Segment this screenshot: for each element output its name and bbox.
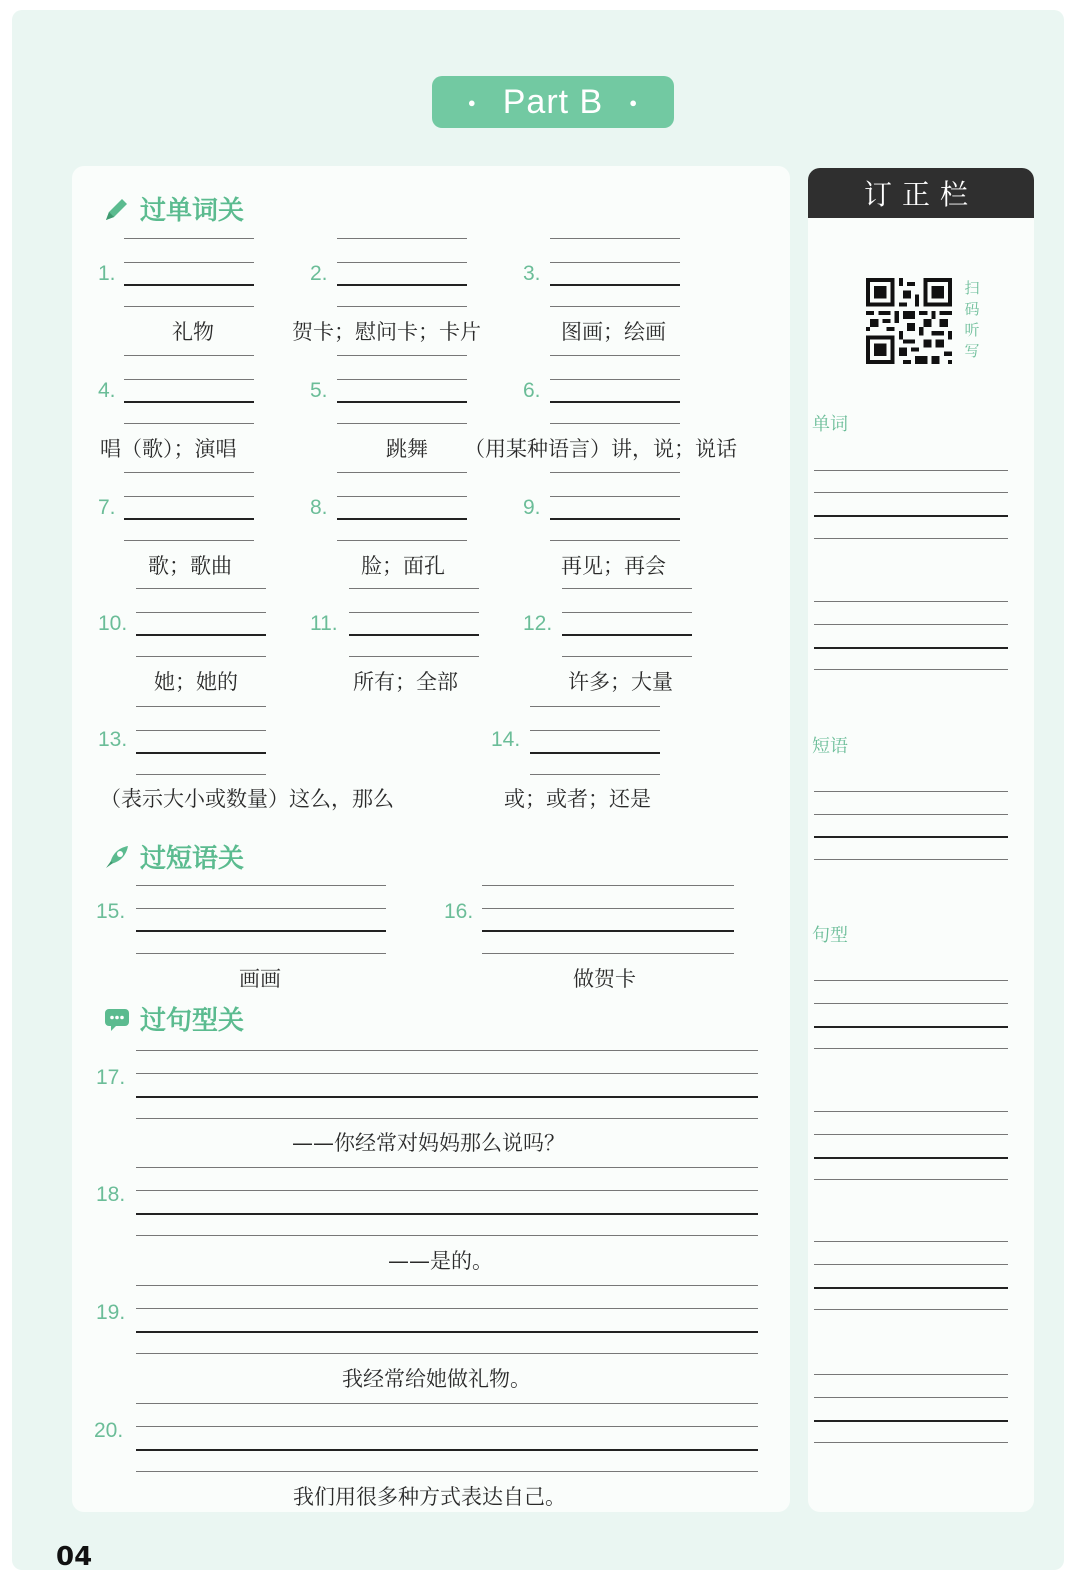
word-5-hint: 跳舞	[386, 437, 428, 461]
word-4-number: 4.	[98, 379, 116, 402]
word-1-number: 1.	[98, 262, 116, 285]
correction-line[interactable]	[814, 859, 1008, 860]
word-2-number: 2.	[310, 262, 328, 285]
guide-line	[349, 588, 479, 589]
word-9-answer-line[interactable]	[550, 518, 680, 520]
word-1-answer-line[interactable]	[124, 284, 254, 286]
word-13-number: 13.	[98, 728, 128, 751]
correction-line[interactable]	[814, 791, 1008, 792]
guide-line	[337, 496, 467, 497]
guide-line	[136, 1073, 758, 1074]
correction-line[interactable]	[814, 1442, 1008, 1443]
correction-line[interactable]	[814, 492, 1008, 493]
sentence-17-answer-line[interactable]	[136, 1096, 758, 1098]
guide-line	[550, 355, 680, 356]
word-5-answer-line[interactable]	[337, 401, 467, 403]
pencil-icon	[102, 194, 132, 224]
sentence-18-hint: ——是的。	[388, 1249, 493, 1273]
word-10-number: 10.	[98, 612, 128, 635]
correction-line[interactable]	[814, 1287, 1008, 1289]
qr-code-icon[interactable]	[866, 278, 952, 364]
guide-line	[562, 588, 692, 589]
phrase-15-number: 15.	[96, 900, 126, 923]
word-4-answer-line[interactable]	[124, 401, 254, 403]
part-title: Part B	[502, 82, 604, 121]
word-12-hint: 许多；大量	[568, 670, 673, 694]
correction-line[interactable]	[814, 814, 1008, 815]
word-7-hint: 歌；歌曲	[148, 554, 232, 578]
correction-line[interactable]	[814, 1241, 1008, 1242]
correction-line[interactable]	[814, 538, 1008, 539]
guide-line	[136, 1235, 758, 1236]
word-3-answer-line[interactable]	[550, 284, 680, 286]
word-11-number: 11.	[310, 612, 338, 635]
correction-line[interactable]	[814, 1003, 1008, 1004]
word-6-hint: （用某种语言）讲，说；说话	[464, 437, 737, 461]
guide-line	[337, 540, 467, 541]
page-number: 04	[56, 1542, 93, 1572]
guide-line	[124, 355, 254, 356]
guide-line	[550, 238, 680, 239]
guide-line	[550, 306, 680, 307]
guide-line	[136, 730, 266, 731]
correction-panel-title: 订正栏	[808, 168, 1034, 218]
correction-line[interactable]	[814, 1111, 1008, 1112]
word-5-number: 5.	[310, 379, 328, 402]
word-13-hint: （表示大小或数量）这么，那么	[100, 787, 394, 811]
guide-line	[124, 496, 254, 497]
guide-line	[136, 1285, 758, 1286]
guide-line	[124, 238, 254, 239]
word-8-answer-line[interactable]	[337, 518, 467, 520]
sidebar-phrases-label: 短语	[812, 736, 848, 757]
word-6-number: 6.	[523, 379, 541, 402]
guide-line	[482, 953, 734, 954]
correction-line[interactable]	[814, 1264, 1008, 1265]
guide-line	[136, 588, 266, 589]
section-words-title: 过单词关	[102, 190, 244, 227]
guide-line	[482, 885, 734, 886]
dot-icon: ●	[629, 94, 639, 110]
correction-line[interactable]	[814, 1397, 1008, 1398]
sidebar-words-label: 单词	[812, 414, 848, 435]
guide-line	[550, 262, 680, 263]
correction-line[interactable]	[814, 1134, 1008, 1135]
guide-line	[136, 1471, 758, 1472]
guide-line	[124, 306, 254, 307]
guide-line	[337, 238, 467, 239]
guide-line	[136, 612, 266, 613]
guide-line	[136, 1050, 758, 1051]
part-header	[432, 76, 674, 128]
word-14-hint: 或；或者；还是	[504, 787, 651, 811]
word-3-number: 3.	[523, 262, 541, 285]
guide-line	[337, 379, 467, 380]
guide-line	[136, 1426, 758, 1427]
phrase-16-hint: 做贺卡	[573, 967, 636, 991]
correction-line[interactable]	[814, 1157, 1008, 1159]
correction-line[interactable]	[814, 836, 1008, 838]
correction-line[interactable]	[814, 1420, 1008, 1422]
guide-line	[124, 540, 254, 541]
chat-bubble-icon	[102, 1004, 132, 1034]
phrase-15-hint: 画画	[239, 967, 281, 991]
phrase-15-answer-line[interactable]	[136, 930, 386, 932]
section-phrases-title: 过短语关	[102, 838, 244, 875]
guide-line	[124, 472, 254, 473]
guide-line	[562, 612, 692, 613]
guide-line	[136, 953, 386, 954]
word-7-answer-line[interactable]	[124, 518, 254, 520]
word-7-number: 7.	[98, 496, 116, 519]
guide-line	[349, 656, 479, 657]
word-14-number: 14.	[491, 728, 521, 751]
word-3-hint: 图画；绘画	[561, 320, 666, 344]
guide-line	[124, 379, 254, 380]
guide-line	[550, 379, 680, 380]
word-8-hint: 脸；面孔	[361, 554, 445, 578]
sentence-19-answer-line[interactable]	[136, 1331, 758, 1333]
rocket-icon	[102, 842, 132, 872]
guide-line	[562, 656, 692, 657]
correction-line[interactable]	[814, 647, 1008, 649]
word-11-answer-line[interactable]	[349, 634, 479, 636]
word-4-hint: 唱（歌）；演唱	[100, 437, 237, 461]
guide-line	[136, 1308, 758, 1309]
sentence-17-hint: ——你经常对妈妈那么说吗？	[292, 1131, 565, 1155]
guide-line	[136, 706, 266, 707]
word-11-hint: 所有；全部	[353, 670, 458, 694]
correction-line[interactable]	[814, 624, 1008, 625]
sentence-20-hint: 我们用很多种方式表达自己。	[293, 1485, 566, 1509]
guide-line	[136, 774, 266, 775]
guide-line	[136, 885, 386, 886]
guide-line	[136, 1118, 758, 1119]
guide-line	[136, 1403, 758, 1404]
sentence-17-number: 17.	[96, 1066, 126, 1089]
exercise-panel	[72, 166, 790, 1512]
guide-line	[124, 262, 254, 263]
guide-line	[482, 908, 734, 909]
correction-panel	[808, 168, 1034, 1512]
guide-line	[550, 423, 680, 424]
correction-line[interactable]	[814, 601, 1008, 602]
word-10-answer-line[interactable]	[136, 634, 266, 636]
phrase-16-answer-line[interactable]	[482, 930, 734, 932]
guide-line	[337, 355, 467, 356]
guide-line	[337, 472, 467, 473]
section-sentences-title: 过句型关	[102, 1000, 244, 1037]
word-12-number: 12.	[523, 612, 553, 635]
guide-line	[124, 423, 254, 424]
correction-line[interactable]	[814, 980, 1008, 981]
correction-line[interactable]	[814, 1048, 1008, 1049]
correction-line[interactable]	[814, 669, 1008, 670]
guide-line	[136, 1190, 758, 1191]
guide-line	[550, 540, 680, 541]
guide-line	[530, 706, 660, 707]
word-2-hint: 贺卡；慰问卡；卡片	[292, 320, 481, 344]
word-8-number: 8.	[310, 496, 328, 519]
sentence-19-number: 19.	[96, 1301, 126, 1324]
sentence-19-hint: 我经常给她做礼物。	[342, 1367, 531, 1391]
word-9-number: 9.	[523, 496, 541, 519]
word-10-hint: 她；她的	[154, 670, 238, 694]
correction-line[interactable]	[814, 1309, 1008, 1310]
guide-line	[550, 496, 680, 497]
guide-line	[136, 908, 386, 909]
dot-icon: ●	[467, 94, 477, 110]
word-1-hint: 礼物	[172, 320, 214, 344]
guide-line	[337, 306, 467, 307]
sentence-20-answer-line[interactable]	[136, 1449, 758, 1451]
word-9-hint: 再见；再会	[561, 554, 666, 578]
correction-line[interactable]	[814, 515, 1008, 517]
guide-line	[349, 612, 479, 613]
word-13-answer-line[interactable]	[136, 752, 266, 754]
phrase-16-number: 16.	[444, 900, 474, 923]
correction-line[interactable]	[814, 1179, 1008, 1180]
guide-line	[550, 472, 680, 473]
word-12-answer-line[interactable]	[562, 634, 692, 636]
guide-line	[136, 1353, 758, 1354]
guide-line	[530, 730, 660, 731]
correction-line[interactable]	[814, 470, 1008, 471]
correction-line[interactable]	[814, 1026, 1008, 1028]
word-6-answer-line[interactable]	[550, 401, 680, 403]
word-14-answer-line[interactable]	[530, 752, 660, 754]
guide-line	[337, 262, 467, 263]
sentence-20-number: 20.	[94, 1419, 124, 1442]
guide-line	[530, 774, 660, 775]
sentence-18-number: 18.	[96, 1183, 126, 1206]
scan-to-dictate-label: 扫码听写	[964, 279, 980, 360]
guide-line	[337, 423, 467, 424]
correction-line[interactable]	[814, 1374, 1008, 1375]
sentence-18-answer-line[interactable]	[136, 1213, 758, 1215]
guide-line	[136, 1167, 758, 1168]
word-2-answer-line[interactable]	[337, 284, 467, 286]
sidebar-sentences-label: 句型	[812, 925, 848, 946]
guide-line	[136, 656, 266, 657]
